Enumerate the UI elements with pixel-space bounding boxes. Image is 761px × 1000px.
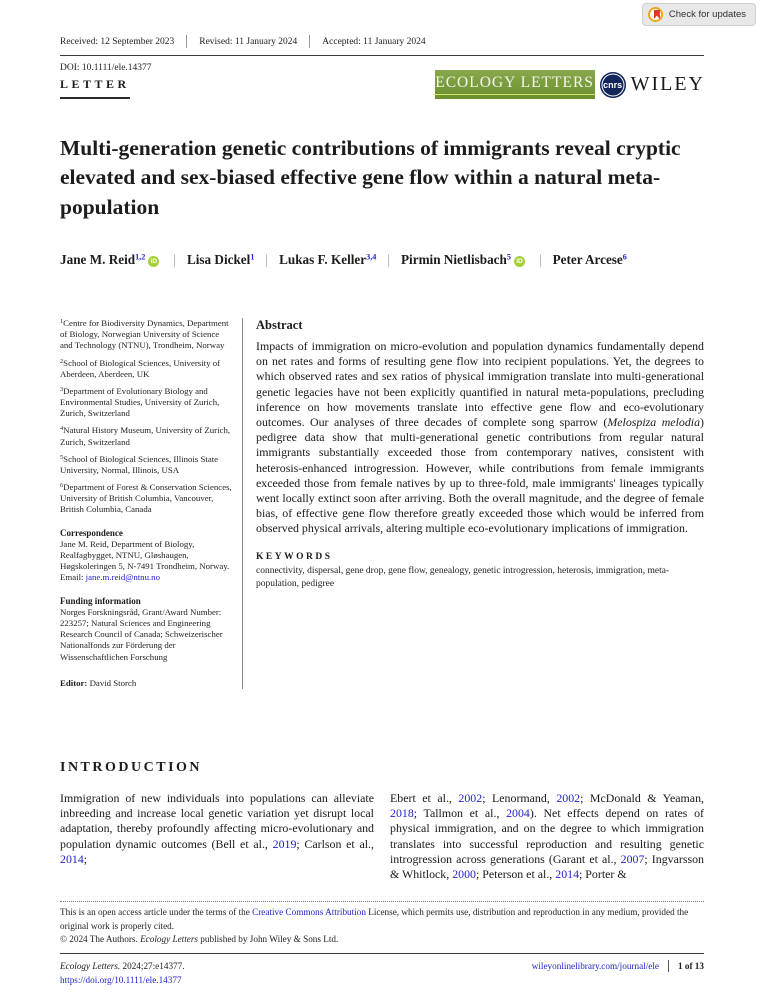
text-segment: 6 (622, 252, 627, 262)
inline-link[interactable]: 2002 (458, 791, 483, 805)
page-footer (60, 901, 704, 987)
text-segment: Melospiza melodia (607, 415, 701, 430)
license-text (60, 906, 704, 933)
brand-row (60, 70, 705, 99)
page-number: 1 of 13 (677, 960, 704, 971)
text-segment: 1,2 (135, 252, 146, 262)
inline-link[interactable]: 2007 (620, 851, 645, 866)
text-segment: 6 (60, 482, 64, 490)
orcid-icon[interactable]: iD (514, 256, 525, 267)
text-segment: License, which permits use, distribution and reproduction in any medium, provided the original work is properly cited. (60, 907, 689, 931)
inline-link[interactable]: 2004 (506, 806, 530, 821)
text-segment: 3,4 (366, 252, 377, 262)
text-segment: 2 (60, 357, 64, 365)
introduction-heading: INTRODUCTION (60, 760, 203, 775)
article-info-column (60, 318, 243, 689)
text-segment: Lisa Dickel (186, 252, 251, 267)
doi-line: DOI: 10.1111/ele.14377 (60, 63, 152, 73)
inline-link[interactable]: 2019 (272, 836, 297, 851)
text-segment: Editor: (60, 677, 90, 688)
text-segment: Department of Evolutionary Biology and Environmental Studies, University of Zurich, Zurich, Switzerland (60, 385, 220, 419)
affiliation-1 (60, 318, 232, 352)
text-segment: Department of Forest & Conservation Sciences, University of British Columbia, Vancouver, British Columbia, Canada (60, 482, 232, 515)
inline-link[interactable]: 2014 (555, 867, 580, 882)
text-segment: Pirmin Nietlisbach (401, 252, 507, 267)
inline-link[interactable]: Creative Commons Attribution (252, 907, 366, 917)
text-segment: Lukas F. Keller (279, 252, 367, 267)
article-type-label: LETTER (60, 77, 130, 99)
author-list (60, 246, 700, 274)
text-segment: ). Net effects depend on rates of physical immigration, and on the degree to which immigration translates into successful reproduction and resulting genetic introgression across generations (Garant et al., (390, 806, 705, 866)
ecology-letters-logo (435, 70, 595, 99)
copyright-text (60, 933, 704, 947)
text-segment: ) pedigree data show that multi-generational genetic contributions from regular natural immigrants substantially exceeded those from contemporary natives, consistent with heterosis-enhanced introgression. However, while contributions from female immigrants exceeded those from female natives by up to three-fold, male immigrants' lineages typically went locally extinct soon after arriving. Both the overall magnitude, and the degree of female bias, of effective gene flow therefore greatly exceeded those which would be inferred from observed physical arrivals, altering multiple eco-evolutionary implications of immigration. (256, 415, 704, 536)
text-segment: ; Peterson et al., (475, 867, 556, 882)
funding-heading: Funding information (60, 595, 141, 606)
text-segment: School of Biological Sciences, University of Aberdeen, Aberdeen, UK (60, 357, 221, 379)
text-segment: 5 (60, 453, 64, 461)
text-segment: ; (83, 851, 88, 866)
accepted-date: Accepted: 11 January 2024 (322, 36, 426, 47)
keywords-heading: KEYWORDS (256, 551, 333, 562)
text-segment: Email: (60, 572, 86, 583)
footer-citation-block (60, 960, 185, 987)
check-for-updates-button[interactable] (642, 3, 756, 26)
footer-right-block (532, 960, 704, 973)
text-segment: ; Tallmon et al., (413, 806, 507, 821)
journal-citation (60, 960, 185, 973)
text-segment: Peter Arcese (552, 252, 623, 267)
text-segment: 2024;27:e14377. (120, 960, 185, 971)
text-segment: 4 (60, 425, 64, 433)
article-title: Multi-generation genetic contributions of immigrants reveal cryptic elevated and sex-biased effective gene flow within a natural meta-population (60, 136, 681, 219)
affiliation-4 (60, 425, 232, 447)
vertical-divider (668, 960, 669, 972)
affiliation-6 (60, 482, 232, 516)
editor-line (60, 678, 232, 689)
footer-row (60, 954, 704, 987)
abstract-column (243, 318, 704, 689)
correspondence-text: Jane M. Reid, Department of Biology, Realfagbygget, NTNU, Gløshaugen, Høgskoleringen 5, N-7491 Trondheim, Norway. (60, 538, 230, 572)
intro-column-1 (60, 791, 374, 882)
introduction-columns (60, 791, 704, 882)
text-segment: Natural History Museum, University of Zurich, Zurich, Switzerland (60, 425, 231, 447)
text-segment: Centre for Biodiversity Dynamics, Department of Biology, Norwegian University of Science and Technology (NTNU), Trondheim, Norway (60, 318, 229, 351)
check-updates-label: Check for updates (668, 9, 746, 20)
text-segment: School of Biological Sciences, Illinois State University, Normal, Illinois, USA (60, 453, 219, 475)
main-columns (60, 318, 704, 689)
vertical-divider (309, 35, 310, 48)
text-segment: 1 (250, 252, 255, 262)
text-segment: Ebert et al., (390, 791, 459, 805)
vertical-divider (186, 35, 187, 48)
inline-link[interactable]: 2018 (390, 806, 414, 821)
text-segment: | (387, 252, 390, 267)
text-segment: | (265, 252, 269, 267)
keywords-text: connectivity, dispersal, gene drop, gene flow, genealogy, genetic introgression, heterosis, immigration, meta-population, pedigree (256, 565, 670, 589)
affiliation-5 (60, 454, 232, 476)
text-segment: David Storch (89, 677, 137, 688)
correspondence-heading: Correspondence (60, 527, 123, 538)
text-segment: Ecology Letters. (60, 960, 121, 971)
article-history (60, 35, 704, 56)
text-segment: | (173, 252, 176, 267)
inline-link[interactable]: 2000 (452, 867, 476, 882)
text-segment: ; Porter & (579, 867, 627, 882)
text-segment: ; Carlson et al., (296, 836, 374, 851)
check-updates-icon (648, 7, 663, 22)
affiliation-3 (60, 386, 232, 420)
intro-column-2 (390, 791, 704, 882)
inline-link[interactable]: 2002 (556, 791, 581, 805)
text-segment: Ecology Letters (140, 934, 198, 944)
cnrs-logo: cnrs (600, 72, 626, 98)
text-segment: Immigration of new individuals into populations can alleviate inbreeding and increase local genetic variation yet disrupt local adaptation, thereby profoundly affecting micro-evolutionary and population dynamic outcomes (Bell et al., (60, 791, 374, 851)
orcid-icon[interactable]: iD (148, 256, 159, 267)
revised-date: Revised: 11 January 2024 (199, 36, 298, 47)
doi-link[interactable]: https://doi.org/10.1111/ele.14377 (60, 974, 182, 985)
license-block (60, 901, 704, 947)
text-segment: 1 (60, 318, 64, 326)
funding-text: Norges Forskningsråd, Grant/Award Number: 223257; Natural Sciences and Engineering Research Council of Canada; Schweizerischer Nationalfonds zur Förderung der Wissenschaftlichen Forschung (60, 606, 223, 662)
ecology-letters-logo-text: ECOLOGY LETTERS (433, 74, 596, 95)
logo-group (435, 70, 705, 99)
text-segment: Impacts of immigration on micro-evolution and population dynamics fundamentally depend on net rates and forms of resulting gene flow into recipient populations. Yet, the degrees to which observed rates and sex ratios of physical immigration translate into multi-generational genetic legacies have not been explicitly quantified in natural meta-populations, precluding inference on how movements translate into effective gene flow and eco-evolutionary outcomes. Our analyses of three decades of complete song sparrow ( (256, 339, 704, 430)
text-segment: published by John Wiley & Sons Ltd. (197, 934, 339, 944)
text-segment: This is an open access article under the terms of the (60, 907, 253, 917)
text-segment: 5 (506, 252, 511, 262)
inline-link[interactable]: jane.m.reid@ntnu.no (85, 572, 160, 583)
abstract-heading: Abstract (256, 318, 303, 332)
text-segment: ; Lenormand, (482, 791, 557, 805)
text-segment: 3 (60, 386, 64, 394)
journal-website-link[interactable]: wileyonlinelibrary.com/journal/ele (531, 960, 659, 971)
wiley-logo: WILEY (630, 73, 705, 95)
introduction-section (60, 760, 704, 882)
text-segment: Jane M. Reid (60, 252, 136, 267)
text-segment: | (538, 252, 542, 267)
text-segment: ; Ingvarsson & Whitlock, (390, 851, 704, 882)
inline-link[interactable]: 2014 (60, 851, 84, 866)
affiliation-2 (60, 358, 232, 380)
abstract-text (256, 339, 704, 537)
received-date: Received: 12 September 2023 (60, 36, 175, 47)
text-segment: ; McDonald & Yeaman, (580, 791, 705, 805)
correspondence-email (60, 572, 232, 583)
text-segment: © 2024 The Authors. (60, 934, 141, 944)
